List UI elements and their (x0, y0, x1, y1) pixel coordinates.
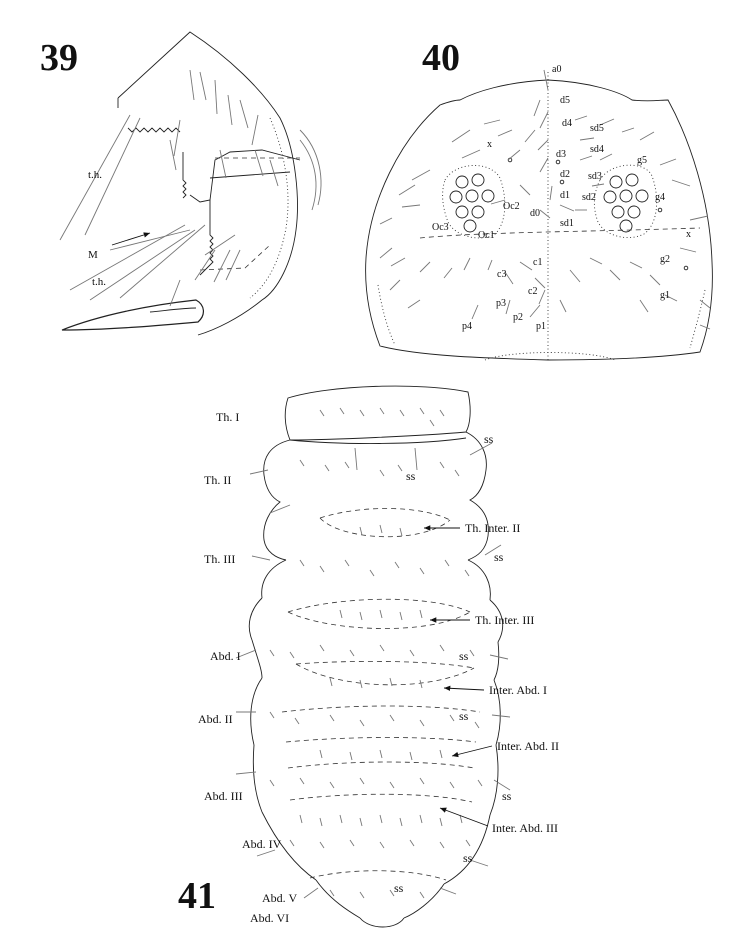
label-th-inter-ii: Th. Inter. II (465, 521, 521, 535)
figure-number-41: 41 (178, 875, 216, 917)
label-abd-v: Abd. V (262, 891, 298, 905)
label-c3: c3 (497, 269, 507, 280)
label-tenent-hair-lower: t.h. (92, 276, 107, 288)
label-p2: p2 (513, 312, 523, 323)
label-inter-abd-i: Inter. Abd. I (489, 683, 547, 697)
label-d1: d1 (560, 190, 570, 201)
label-d2: d2 (560, 169, 570, 180)
label-ss-abd-v: ss (394, 881, 404, 895)
label-abd-vi: Abd. VI (250, 911, 290, 925)
label-tenent-hair-upper: t.h. (88, 169, 103, 181)
label-sd2: sd2 (582, 192, 596, 203)
label-a0: a0 (552, 64, 562, 75)
label-g1: g1 (660, 290, 670, 301)
label-oc2: Oc2 (503, 201, 520, 212)
label-ss-th-iii: ss (494, 550, 504, 564)
label-abd-ii: Abd. II (198, 712, 233, 726)
label-abd-iv: Abd. IV (242, 837, 282, 851)
label-inter-abd-iii: Inter. Abd. III (492, 821, 558, 835)
label-inter-abd-ii: Inter. Abd. II (497, 739, 559, 753)
figure-40 (366, 37, 713, 360)
label-ss-abd-i: ss (459, 649, 469, 663)
label-p4: p4 (462, 321, 472, 332)
label-ss-th-ii-right: ss (484, 432, 494, 446)
figure-number-40: 40 (422, 37, 460, 79)
label-sd3: sd3 (588, 171, 602, 182)
label-g2: g2 (660, 254, 670, 265)
label-g5: g5 (637, 155, 647, 166)
label-abd-iii: Abd. III (204, 789, 243, 803)
label-d0: d0 (530, 208, 540, 219)
label-ss-abd-iii: ss (502, 789, 512, 803)
figure-number-39: 39 (40, 37, 78, 79)
label-m: M (88, 249, 98, 261)
label-x-left: x (487, 139, 492, 150)
label-d5: d5 (560, 95, 570, 106)
label-ss-abd-ii: ss (459, 709, 469, 723)
label-sd5: sd5 (590, 123, 604, 134)
label-p3: p3 (496, 298, 506, 309)
figure-39 (40, 32, 321, 335)
label-oc3: Oc3 (432, 222, 449, 233)
figure-41 (178, 386, 559, 927)
label-sd1: sd1 (560, 218, 574, 229)
label-d3: d3 (556, 149, 566, 160)
label-p1: p1 (536, 321, 546, 332)
label-abd-i: Abd. I (210, 649, 241, 663)
label-c2: c2 (528, 286, 538, 297)
label-th-iii: Th. III (204, 552, 236, 566)
label-g4: g4 (655, 192, 665, 203)
label-c1: c1 (533, 257, 543, 268)
label-x-right: x (686, 229, 691, 240)
label-ss-abd-iv: ss (463, 851, 473, 865)
label-sd4: sd4 (590, 144, 604, 155)
label-th-i: Th. I (216, 410, 240, 424)
label-th-inter-iii: Th. Inter. III (475, 613, 535, 627)
label-oc1: Oc1 (478, 230, 495, 241)
label-th-ii: Th. II (204, 473, 232, 487)
label-d4: d4 (562, 118, 572, 129)
leg-drawing (60, 32, 321, 335)
label-ss-th-ii-center: ss (406, 469, 416, 483)
